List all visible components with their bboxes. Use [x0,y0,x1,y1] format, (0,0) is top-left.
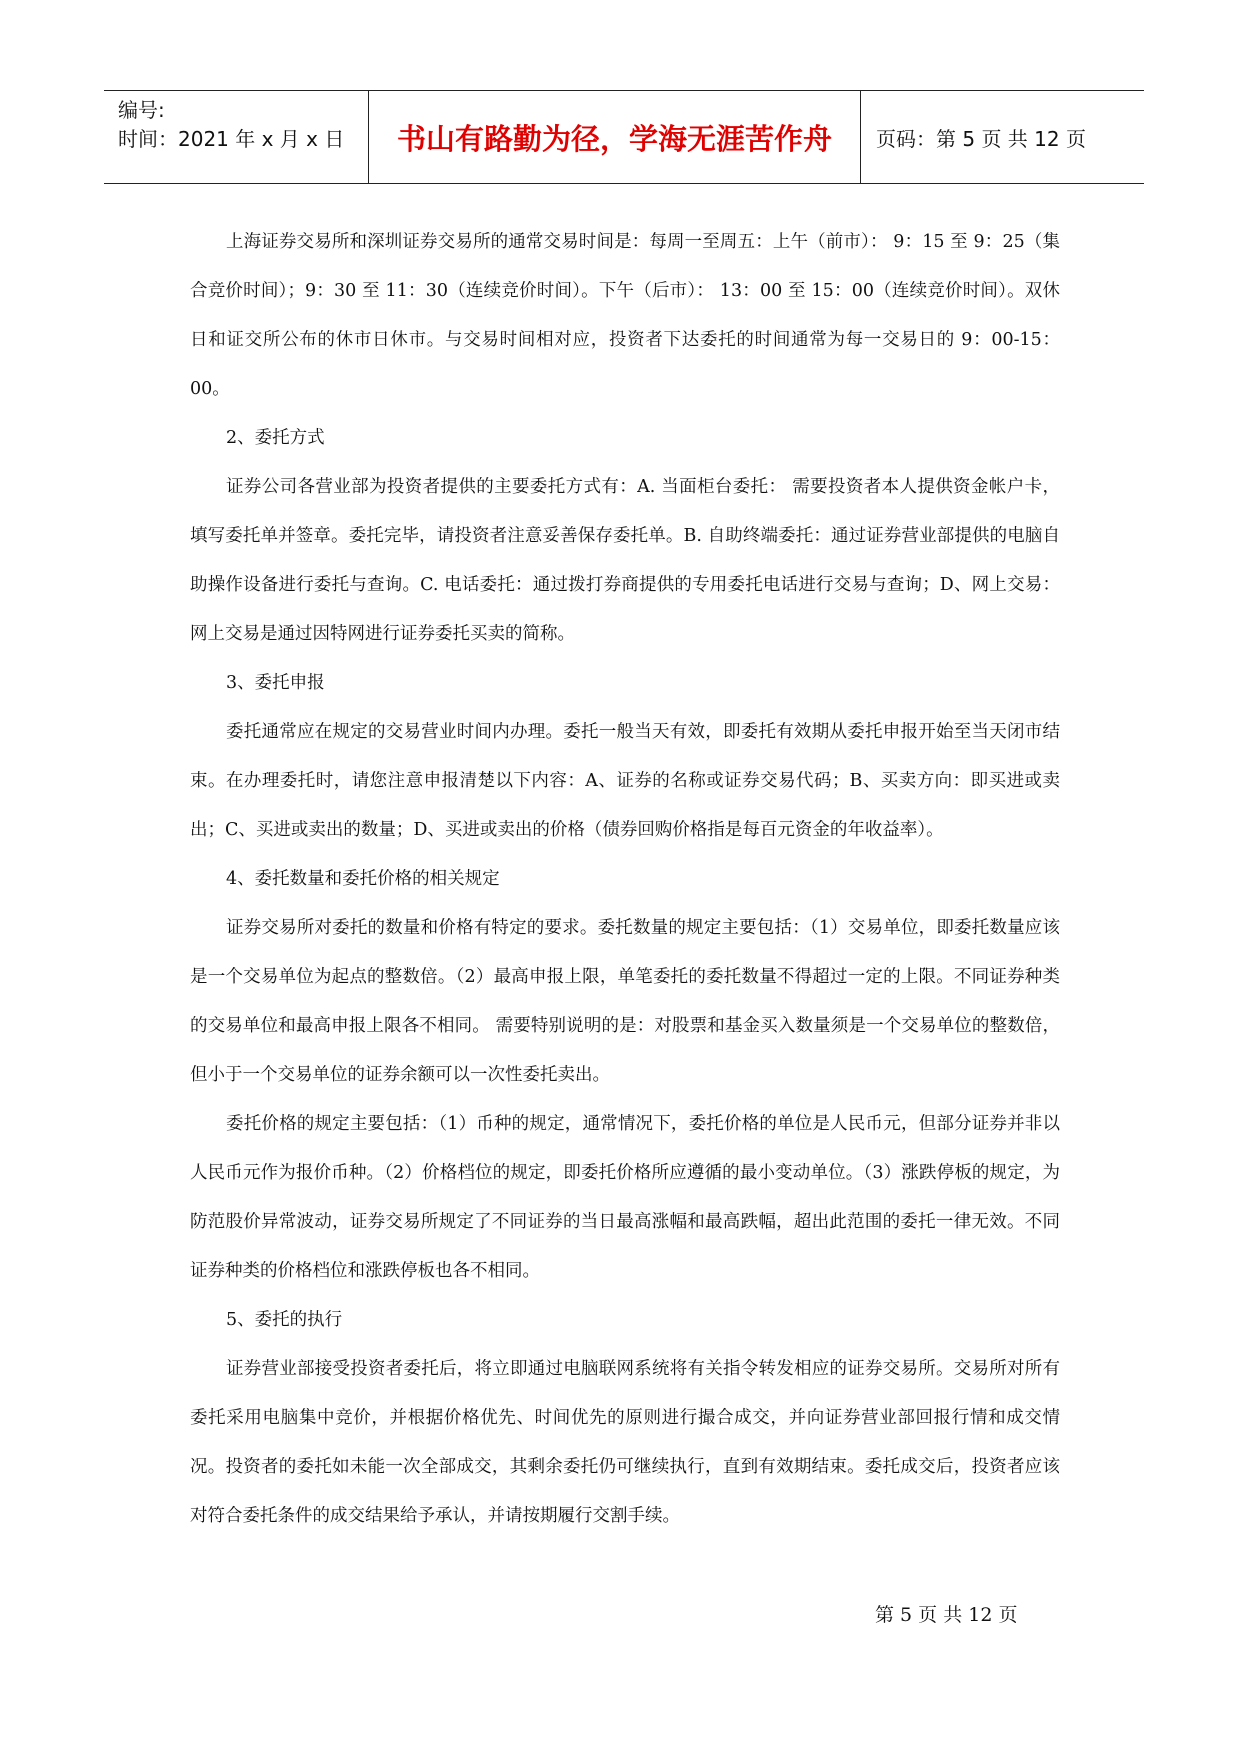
header-left-cell [104,91,369,183]
section-heading-4: 4、委托数量和委托价格的相关规定 [226,869,500,889]
section-heading-5: 5、委托的执行 [226,1310,343,1330]
paragraph-order-declaration: 委托通常应在规定的交易营业时间内办理。委托一般当天有效，即委托有效期从委托申报开始至当天闭市结束。在办理委托时，请您注意申报清楚以下内容：A、证券的名称或证券交易代码；B、买卖方向：即买进或卖出；C、买进或卖出的数量；D、买进或卖出的价格（债券回购价格指是每百元资金的年收益率）。 [190,722,1060,840]
paragraph-order-quantity: 证券交易所对委托的数量和价格有特定的要求。委托数量的规定主要包括：（1）交易单位，即委托数量应该是一个交易单位为起点的整数倍。（2）最高申报上限，单笔委托的委托数量不得超过一定的上限。不同证券种类的交易单位和最高申报上限各不相同。 需要特别说明的是：对股票和基金买入数量须是一个交易单位的整数倍，但小于一个交易单位的证券余额可以一次性委托卖出。 [190,918,1060,1085]
document-number-label: 编号: [118,98,165,122]
paragraph-trading-hours: 上海证券交易所和深圳证券交易所的通常交易时间是：每周一至周五：上午（前市）： 9：15 至 9：25（集合竞价时间）；9：30 至 11：30（连续竞价时间）。下午（后市）： 13：00 至 15：00（连续竞价时间）。双休日和证交所公布的休市日休市。与交易时间相对应，投资者下达委托的时间通常为每一交易日的 9：00-15： 00。 [190,232,1060,399]
document-time-label: 时间：2021 年 x 月 x 日 [118,127,345,151]
paragraph-order-execution: 证券营业部接受投资者委托后，将立即通过电脑联网系统将有关指令转发相应的证券交易所。交易所对所有委托采用电脑集中竞价，并根据价格优先、时间优先的原则进行撮合成交，并向证券营业部回报行情和成交情况。投资者的委托如未能一次全部成交，其剩余委托仍可继续执行，直到有效期结束。委托成交后，投资者应该对符合委托条件的成交结果给予承认，并请按期履行交割手续。 [190,1359,1060,1526]
section-heading-2: 2、委托方式 [226,428,325,448]
document-body [190,218,1060,1541]
paragraph-order-price: 委托价格的规定主要包括：（1）币种的规定，通常情况下，委托价格的单位是人民币元，但部分证券并非以人民币元作为报价币种。（2）价格档位的规定，即委托价格所应遵循的最小变动单位。（3）涨跌停板的规定，为防范股价异常波动，证券交易所规定了不同证券的当日最高涨幅和最高跌幅，超出此范围的委托一律无效。不同证券种类的价格档位和涨跌停板也各不相同。 [190,1114,1060,1281]
header-page-code: 页码：第 5 页 共 12 页 [876,126,1086,151]
header-motto-cell [369,91,861,183]
header-page-cell [861,91,1144,183]
paragraph-order-methods: 证券公司各营业部为投资者提供的主要委托方式有：A. 当面柜台委托： 需要投资者本人提供资金帐户卡，填写委托单并签章。委托完毕，请投资者注意妥善保存委托单。B. 自助终端委托：通过证券营业部提供的电脑自助操作设备进行委托与查询。C. 电话委托：通过拨打券商提供的专用委托电话进行交易与查询；D、网上交易： 网上交易是通过因特网进行证券委托买卖的简称。 [190,477,1060,644]
section-heading-3: 3、委托申报 [226,673,325,693]
page-footer-number: 第 5 页 共 12 页 [875,1604,1018,1626]
header-motto: 书山有路勤为径，学海无涯苦作舟 [396,121,832,156]
page-header [104,90,1144,184]
